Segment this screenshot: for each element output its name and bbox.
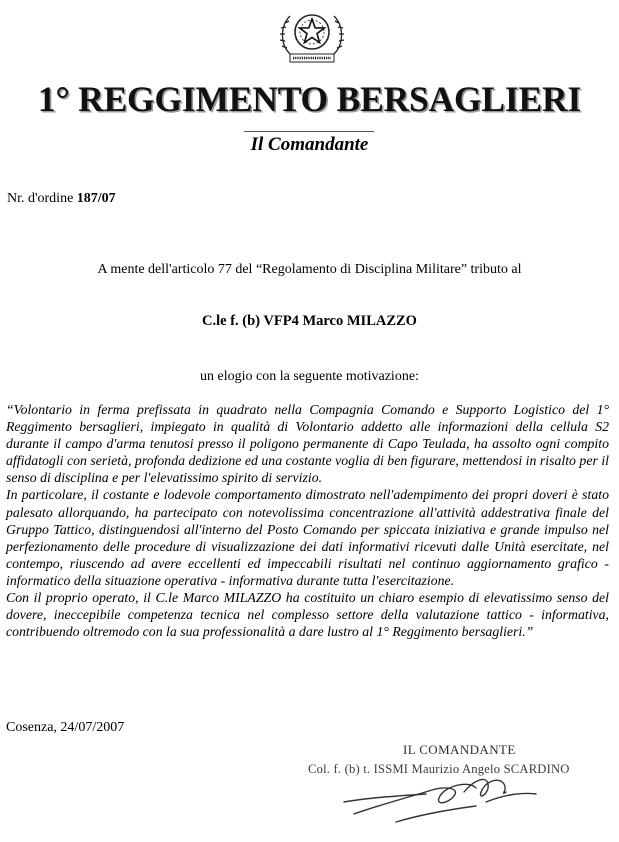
order-label: Nr. d'ordine [7, 191, 77, 206]
handwritten-signature [336, 736, 546, 836]
motivation-text [6, 401, 609, 640]
intro-text: A mente dell'articolo 77 del “Regolamento di Disciplina Militare” tributo al [97, 262, 522, 277]
motivation-paragraph: In particolare, il costante e lodevole comportamento dimostrato nell'adempimento dei propri doveri è stato palesato allorquando, ha partecipato con notevolissima concentrazione all'attività addestrativa finale del Gruppo Tattico, distinguendosi all'interno del Posto Comando per spiccata iniziativa e grande impulso nel perfezionamento delle procedure di visualizzazione dei dati informativi ricevuti dalle Unità esercitate, nel contempo, riuscendo ad avere eccellenti ed impeccabili risultati nel continuo aggiornamento grafico - informatico della situazione operativa - informativa durante tutta l'esercitazione. [6, 487, 609, 588]
place-date: Cosenza, 24/07/2007 [6, 720, 125, 735]
motivation-intro: un elogio con la seguente motivazione: [200, 369, 419, 384]
motivation-paragraph: Con il proprio operato, il C.le Marco MILAZZO ha costituito un chiaro esempio di elevatissimo senso del dovere, ineccepibile competenza tecnica nel complesso settore della valutazione tattico - informativa, contribuendo oltremodo con la sua professionalità a dare lustro al 1° Reggimento bersaglieri.” [6, 590, 609, 640]
recipient-name: C.le f. (b) VFP4 Marco MILAZZO [202, 313, 417, 329]
page-title: 1° REGGIMENTO BERSAGLIERI [37, 79, 582, 119]
signature-title: IL COMANDANTE [403, 742, 516, 757]
emblem-icon [276, 4, 348, 70]
signature-name: Col. f. (b) t. ISSMI Maurizio Angelo SCARDINO [308, 762, 570, 776]
title-divider [244, 131, 374, 132]
order-number-line [7, 190, 116, 208]
order-number: 187/07 [76, 191, 116, 206]
motivation-paragraph: “Volontario in ferma prefissata in quadrato nella Compagnia Comando e Supporto Logistico del 1° Reggimento bersaglieri, impiegato in qualità di Volontario addetto alle informazioni della cellula S2 durante il campo d'arma tenutosi presso il poligono permanente di Capo Teulada, ha assolto ogni compito affidatogli con serietà, profonda dedizione ed una costante voglia di ben figurare, mettendosi in risalto per il senso di disciplina e per l'elevatissimo spirito di servizio. [6, 402, 609, 486]
subtitle: Il Comandante [250, 134, 369, 155]
